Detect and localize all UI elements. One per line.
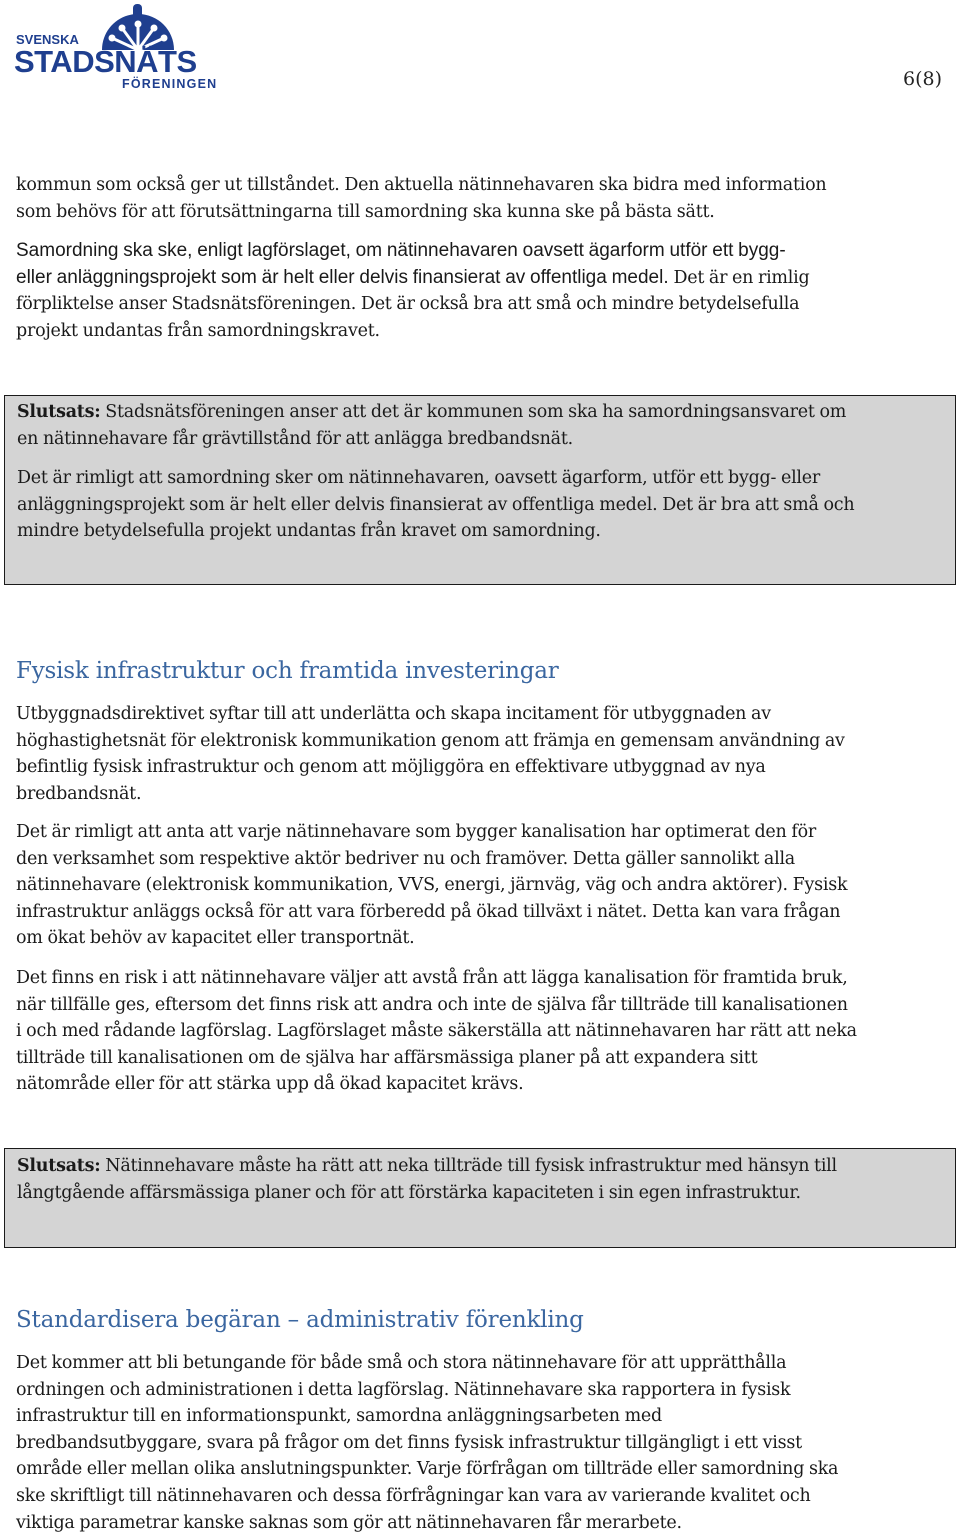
text-line: Stadsnätsföreningen anser att det är kommunen som ska ha samordningsansvaret om xyxy=(100,402,847,422)
stadsnatsforeningen-logo xyxy=(14,4,240,90)
text-line: ordningen och administrationen i detta lagförslag. Nätinnehavare ska rapportera in fysisk xyxy=(16,1379,791,1400)
text-line: den verksamhet som respektive aktör bedriver nu och framöver. Detta gäller sannolikt alla xyxy=(16,848,795,869)
text-line: långtgående affärsmässiga planer och för att förstärka kapaciteten i sin egen infrastruktur. xyxy=(17,1182,801,1203)
intro-paragraph-1 xyxy=(16,172,826,225)
text-line: bredbandsnät. xyxy=(16,783,142,804)
text-line: förpliktelse anser Stadsnätsföreningen. Det är också bra att små och mindre betydelsefulla xyxy=(16,294,800,315)
text-line: bredbandsutbyggare, svara på frågor om det finns fysisk infrastruktur tillgängligt i ett visst xyxy=(16,1432,802,1453)
text-line: som behövs för att förutsättningarna till samordning ska kunna ske på bästa sätt. xyxy=(16,201,715,222)
text-line: kommun som också ger ut tillståndet. Den aktuella nätinnehavaren ska bidra med information xyxy=(16,175,827,195)
text-line: höghastighetsnät för elektronisk kommunikation genom att främja en gemensam användning av xyxy=(16,730,845,751)
text-line: en nätinnehavare får grävtillstånd för att anlägga bredbandsnät. xyxy=(17,428,573,449)
text-line: Det är rimligt att anta att varje nätinnehavare som bygger kanalisation har optimerat den för xyxy=(16,822,816,842)
conclusion-label: Slutsats: xyxy=(17,1156,101,1176)
text-line: projekt undantas från samordningskravet. xyxy=(16,320,380,341)
text-line: område eller mellan olika anslutningspunkter. Varje förfrågan om tillträde eller samordning ska xyxy=(16,1459,839,1480)
text-line: befintlig fysisk infrastruktur och genom att möjliggöra en effektivare utbyggnad av nya xyxy=(16,757,766,778)
conclusion-box-2 xyxy=(4,1148,956,1248)
page-number: 6(8) xyxy=(902,68,942,90)
intro-paragraph-2 xyxy=(16,238,809,344)
text-line: ske skriftligt till nätinnehavaren och dessa förfrågningar kan vara av varierande kvalitet och xyxy=(16,1485,811,1506)
section-heading-infrastructure: Fysisk infrastruktur och framtida investeringar xyxy=(16,658,559,684)
text-line: Det är en rimlig xyxy=(668,267,810,288)
text-line: nätområde eller för att stärka upp då ökad kapacitet krävs. xyxy=(16,1074,524,1095)
text-line: Det är rimligt att samordning sker om nätinnehavaren, oavsett ägarform, utför ett bygg- eller xyxy=(17,468,820,488)
standard-paragraph xyxy=(16,1350,838,1536)
text-line: infrastruktur anläggs också för att vara förberedd på ökad tillväxt i nätet. Detta kan vara frågan xyxy=(16,901,841,922)
conclusion-label: Slutsats: xyxy=(17,402,101,422)
logo-text-svenska: SVENSKA xyxy=(16,32,79,47)
text-line: infrastruktur till en informationspunkt, samordna anläggningsarbeten med xyxy=(16,1406,662,1427)
conclusion-box-1 xyxy=(4,395,956,585)
text-line: Samordning ska ske, enligt lagförslaget, om nätinnehavaren oavsett ägarform utför ett bygg- xyxy=(16,240,786,261)
infra-paragraph-3 xyxy=(16,965,857,1098)
text-line: nätinnehavare (elektronisk kommunikation, VVS, energi, järnväg, väg och andra aktörer). Fysisk xyxy=(16,875,848,896)
text-line: Det finns en risk i att nätinnehavare väljer att avstå från att lägga kanalisation för framtida bruk, xyxy=(16,968,848,988)
logo-text-foreningen: FÖRENINGEN xyxy=(122,77,218,90)
text-line: tillträde till kanalisationen om de själva har affärsmässiga planer på att expandera sitt xyxy=(16,1047,758,1068)
text-line: Nätinnehavare måste ha rätt att neka tillträde till fysisk infrastruktur med hänsyn till xyxy=(100,1156,837,1176)
section-heading-standardize: Standardisera begäran – administrativ förenkling xyxy=(16,1307,584,1333)
logo-text-stadsnats: STADSNÄTS xyxy=(14,44,197,79)
conclusion-2-paragraph xyxy=(17,1153,837,1206)
infra-paragraph-2 xyxy=(16,819,847,952)
text-line: om ökat behöv av kapacitet eller transportnät. xyxy=(16,928,415,949)
text-line: eller anläggningsprojekt som är helt eller delvis finansierat av offentliga medel. xyxy=(16,266,669,288)
text-line: i och med rådande lagförslag. Lagförslaget måste säkerställa att nätinnehavaren har rätt att neka xyxy=(16,1021,857,1042)
conclusion-1-paragraph-2 xyxy=(17,465,854,545)
text-line: mindre betydelsefulla projekt undantas från kravet om samordning. xyxy=(17,521,601,542)
text-line: när tillfälle ges, eftersom det finns risk att andra och inte de själva får tillträde till kanalisationen xyxy=(16,994,848,1015)
text-line: Utbyggnadsdirektivet syftar till att underlätta och skapa incitament för utbyggnaden av xyxy=(16,704,771,724)
text-line: anläggningsprojekt som är helt eller delvis finansierat av offentliga medel. Det är bra att små och xyxy=(17,494,855,515)
text-line: viktiga parametrar kanske saknas som gör att nätinnehavaren får merarbete. xyxy=(16,1512,682,1533)
infra-paragraph-1 xyxy=(16,701,845,807)
text-line: Det kommer att bli betungande för både små och stora nätinnehavare för att upprätthålla xyxy=(16,1353,787,1373)
conclusion-1-paragraph-1 xyxy=(17,399,846,452)
